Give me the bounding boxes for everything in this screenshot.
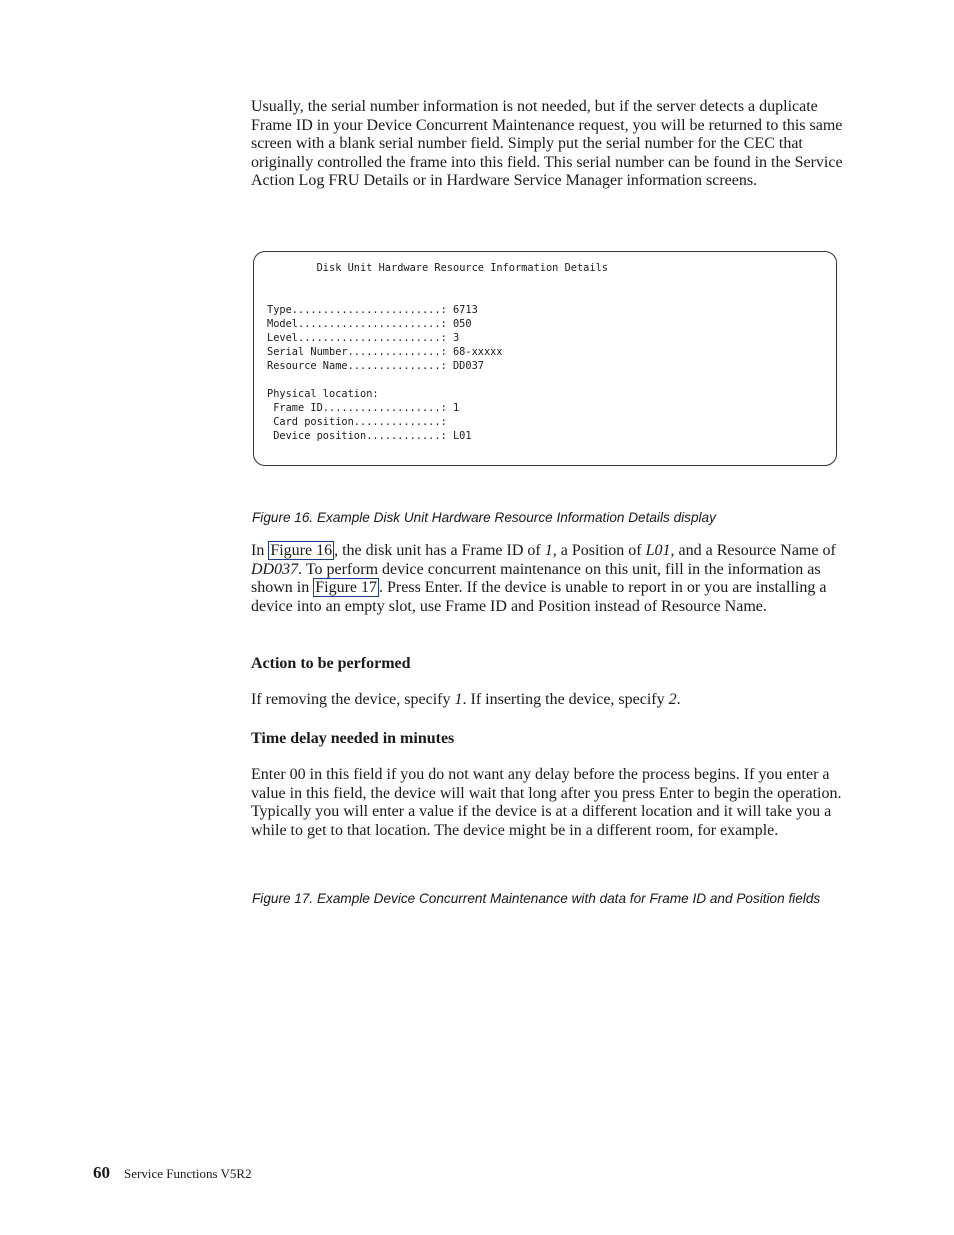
remove-value: 1: [454, 691, 463, 708]
field-label: Device position............:: [267, 430, 447, 442]
field-label: Resource Name...............:: [267, 360, 447, 372]
field-label: Level.......................:: [267, 332, 447, 344]
field-label: Card position..............:: [267, 416, 447, 428]
field-resource-name: [267, 359, 503, 373]
field-label: Serial Number...............:: [267, 346, 447, 358]
action-paragraph: [251, 691, 843, 710]
text-run: . To perform device concurrent maintenance on this unit, fill in the information as shown in: [251, 560, 821, 597]
field-model: [267, 317, 503, 331]
text-run: In: [251, 542, 269, 559]
insert-value: 2: [668, 691, 677, 708]
text-run: If removing the device, specify: [251, 691, 455, 708]
field-card-position: [267, 415, 472, 429]
intro-paragraph: Usually, the serial number information is not needed, but if the server detects a duplicate Frame ID in your Device Concurrent Maintenance request, you will be returned to this same screen with a blank serial number field. Simply put the serial number for the CEC that originally controlled the frame into this field. This serial number can be found in the Service Action Log FRU Details or in Hardware Service Manager information screens.: [251, 98, 843, 190]
field-value: 050: [452, 318, 472, 330]
screen-title: [267, 261, 608, 275]
text-run: , and a Resource Name of: [670, 542, 836, 559]
field-frame-id: [267, 401, 472, 415]
field-value: 1: [452, 402, 460, 414]
text-run: , the disk unit has a Frame ID of: [334, 542, 545, 559]
figure-16-link[interactable]: Figure 16: [270, 542, 333, 559]
text-run: . Press Enter. If the device is unable to report in or you are installing a device into an empty slot, use Frame ID and Position instead of Resource Name.: [251, 579, 827, 615]
position-value: L01: [645, 542, 671, 559]
figure-16-caption: Figure 16. Example Disk Unit Hardware Resource Information Details display: [252, 510, 716, 525]
book-title: Service Functions V5R2: [124, 1166, 252, 1181]
field-value: DD037: [452, 360, 484, 372]
figure-17-link[interactable]: Figure 17: [315, 579, 378, 597]
field-device-position: [267, 429, 472, 443]
text-run: , a Position of: [552, 542, 646, 559]
field-value: 3: [452, 332, 460, 344]
figure-17-caption: Figure 17. Example Device Concurrent Maintenance with data for Frame ID and Position fields: [252, 891, 821, 906]
field-level: [267, 331, 503, 345]
field-type: [267, 303, 503, 317]
screen-fields: [267, 303, 503, 373]
field-label: Type........................:: [267, 304, 447, 316]
physical-location-label: Physical location:: [267, 388, 379, 400]
field-value: L01: [452, 430, 472, 442]
time-delay-paragraph: Enter 00 in this field if you do not want any delay before the process begins. If you enter a value in this field, the device will wait that long after you press Enter to begin the operation. Typically you will enter a value if the device is at a different location and it will take you a while to get to that location. The device might be in a different room, for example.: [251, 766, 842, 839]
screen-title-text: Disk Unit Hardware Resource Information Details: [316, 262, 608, 274]
field-label: Frame ID...................:: [267, 402, 447, 414]
page-number: 60: [93, 1163, 110, 1182]
frame-id-value: 1: [544, 542, 553, 559]
resource-name-value: DD037: [251, 560, 299, 578]
page-footer: [93, 1163, 252, 1183]
explanation-paragraph: [251, 542, 843, 616]
screen-physical-location: [267, 387, 472, 443]
field-serial-number: [267, 345, 503, 359]
field-value: 6713: [452, 304, 478, 316]
action-heading: Action to be performed: [251, 655, 411, 672]
field-value: 68-xxxxx: [452, 346, 503, 358]
field-label: Model.......................:: [267, 318, 447, 330]
time-delay-heading: Time delay needed in minutes: [251, 730, 455, 747]
text-run: . If inserting the device, specify: [462, 691, 669, 708]
text-run: .: [676, 691, 681, 708]
